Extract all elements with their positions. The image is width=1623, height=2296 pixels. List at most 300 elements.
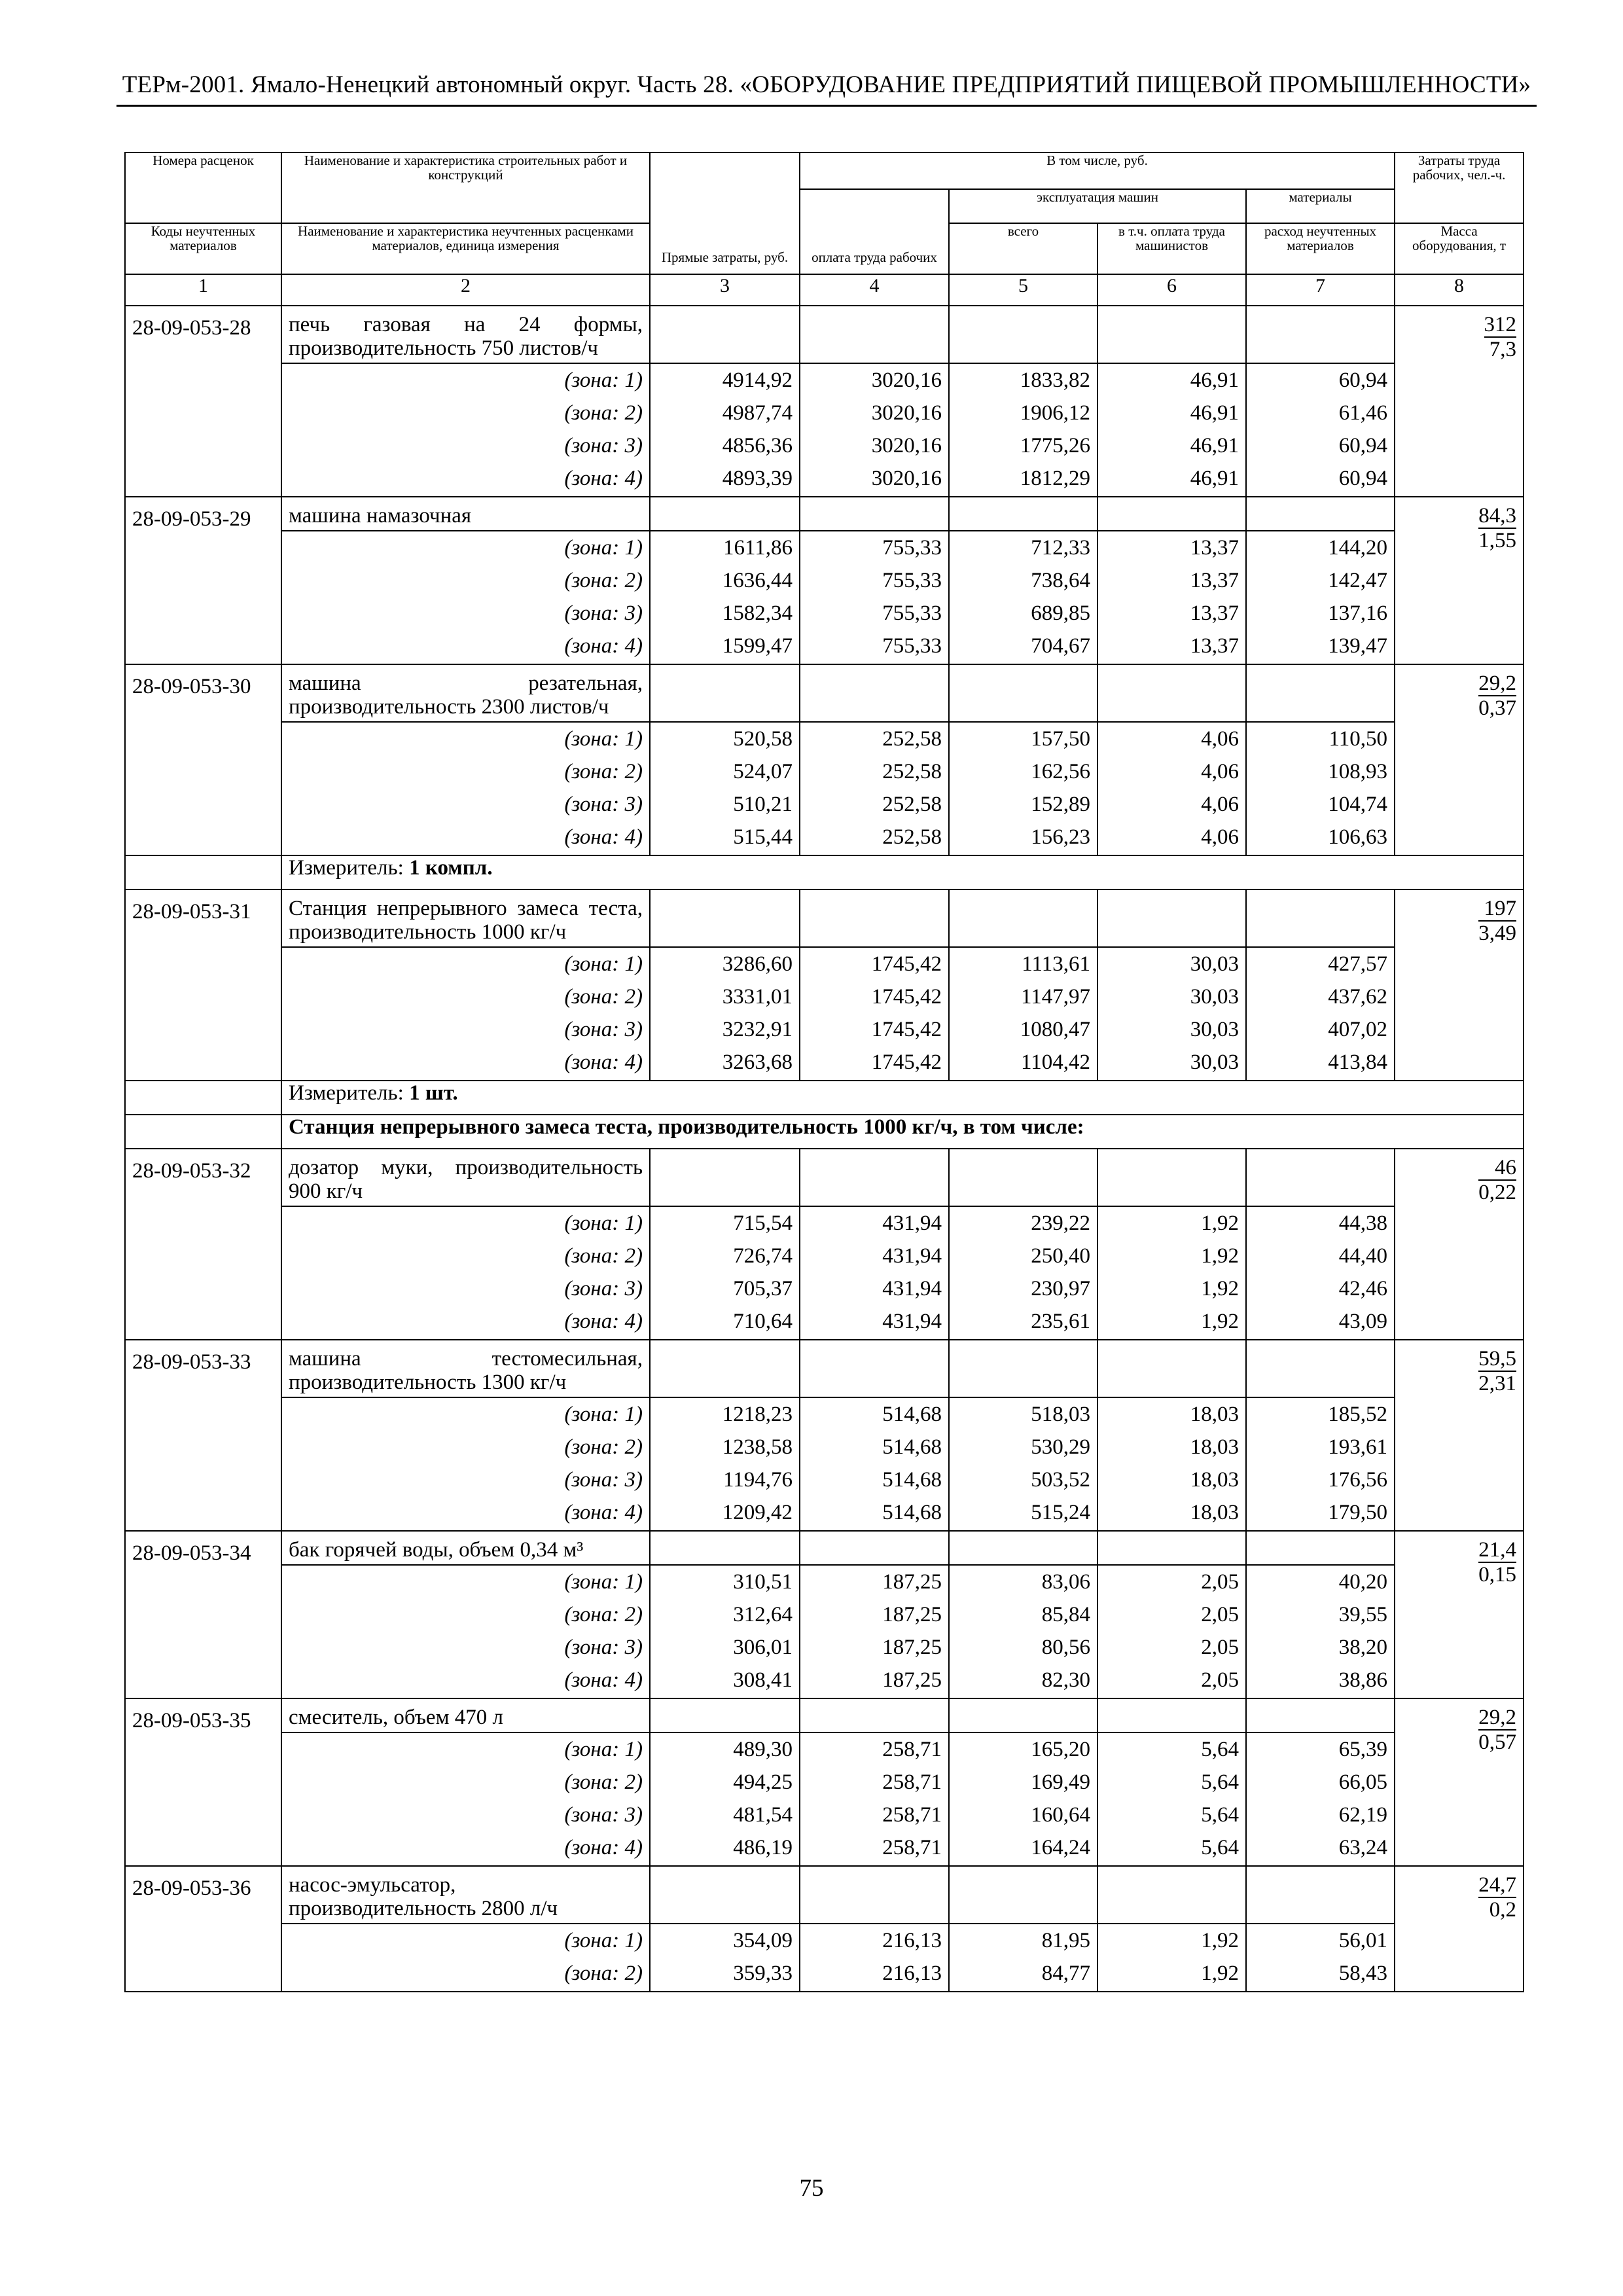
- zone-label: (зона: 3): [564, 1018, 643, 1041]
- direct-cost-value: 312,64: [733, 1603, 793, 1626]
- worker-pay-value: 252,58: [882, 760, 942, 783]
- machine-cost-cell: [949, 1565, 1097, 1698]
- rate-entry-row: [125, 889, 1524, 947]
- zone-label: (зона: 2): [564, 569, 643, 592]
- empty-cell: [1246, 664, 1395, 722]
- zone-values-row: [125, 947, 1524, 1081]
- materials-cost-value: 427,57: [1328, 952, 1388, 976]
- rate-entry-row: [125, 1866, 1524, 1924]
- header-work-name: Наименование и характеристика строительных работ и конструкций: [281, 152, 650, 223]
- equipment-mass: 0,22: [1478, 1181, 1517, 1204]
- labor-hours: 21,4: [1478, 1538, 1517, 1562]
- machinist-pay-value: 30,03: [1190, 952, 1239, 976]
- work-name: бак горячей воды, объем 0,34 м³: [281, 1531, 650, 1565]
- empty-cell: [650, 1531, 800, 1565]
- worker-pay-value: 216,13: [882, 1962, 942, 1985]
- work-name: дозатор муки, производительность 900 кг/ч: [281, 1149, 650, 1206]
- direct-cost-value: 1218,23: [722, 1403, 793, 1426]
- machine-cost-cell: [949, 1206, 1097, 1340]
- materials-cost-value: 66,05: [1338, 1770, 1388, 1794]
- worker-pay-value: 252,58: [882, 727, 942, 751]
- machinist-pay-value: 46,91: [1190, 467, 1239, 490]
- rate-code: 28-09-053-35: [125, 1698, 281, 1866]
- zone-labels: [281, 1206, 650, 1340]
- materials-cost-value: 60,94: [1338, 434, 1388, 457]
- labor-mass-cell: [1395, 1149, 1524, 1340]
- worker-pay-value: 755,33: [882, 569, 942, 592]
- rate-code: 28-09-053-28: [125, 306, 281, 497]
- zone-values-row: [125, 1397, 1524, 1531]
- materials-cost-value: 38,86: [1338, 1668, 1388, 1692]
- header-row-1: [125, 152, 1524, 189]
- machine-cost-value: 1113,61: [1022, 952, 1090, 976]
- direct-cost-value: 4856,36: [722, 434, 793, 457]
- empty-cell: [800, 497, 949, 531]
- work-name: насос-эмульсатор, производительность 2800 л/ч: [281, 1866, 650, 1924]
- materials-cost-value: 60,94: [1338, 467, 1388, 490]
- labor-mass-fraction: [1478, 1156, 1516, 1204]
- worker-pay-value: 258,71: [882, 1836, 942, 1859]
- machinist-pay-cell: [1097, 1565, 1246, 1698]
- machinist-pay-value: 1,92: [1201, 1211, 1239, 1235]
- equipment-mass: 7,3: [1489, 338, 1517, 361]
- materials-cost-value: 108,93: [1328, 760, 1388, 783]
- direct-cost-value: 520,58: [733, 727, 793, 751]
- header-worker-pay: оплата труда рабочих: [800, 189, 949, 274]
- machine-cost-value: 82,30: [1041, 1668, 1090, 1692]
- direct-cost-value: 715,54: [733, 1211, 793, 1235]
- machinist-pay-value: 1,92: [1201, 1929, 1239, 1952]
- materials-cost-value: 39,55: [1338, 1603, 1388, 1626]
- empty-cell: [1246, 1340, 1395, 1397]
- empty-cell: [650, 306, 800, 363]
- direct-cost-value: 1636,44: [722, 569, 793, 592]
- machinist-pay-cell: [1097, 1206, 1246, 1340]
- machine-cost-value: 1906,12: [1020, 401, 1090, 425]
- equipment-mass: 0,57: [1478, 1731, 1517, 1754]
- labor-mass-cell: [1395, 1866, 1524, 1992]
- column-number: 7: [1246, 274, 1395, 306]
- direct-cost-value: 481,54: [733, 1803, 793, 1827]
- empty-cell: [949, 1698, 1097, 1732]
- equipment-mass: 0,2: [1489, 1898, 1517, 1922]
- materials-cost-value: 65,39: [1338, 1738, 1388, 1761]
- labor-mass-fraction: [1484, 313, 1517, 361]
- machine-cost-value: 230,97: [1031, 1277, 1090, 1300]
- zone-label: (зона: 3): [564, 434, 643, 457]
- rate-code: 28-09-053-32: [125, 1149, 281, 1340]
- empty-cell: [1097, 1698, 1246, 1732]
- rate-code: 28-09-053-33: [125, 1340, 281, 1531]
- zone-label: (зона: 4): [564, 1501, 643, 1524]
- machine-cost-cell: [949, 531, 1097, 664]
- worker-pay-value: 3020,16: [871, 368, 942, 392]
- machine-cost-cell: [949, 947, 1097, 1081]
- worker-pay-value: 216,13: [882, 1929, 942, 1952]
- machine-cost-value: 530,29: [1031, 1435, 1090, 1459]
- machine-cost-value: 503,52: [1031, 1468, 1090, 1492]
- machine-cost-value: 1147,97: [1020, 985, 1090, 1009]
- rate-entry-row: [125, 306, 1524, 363]
- materials-cost-value: 176,56: [1328, 1468, 1388, 1492]
- rate-entry-row: [125, 1149, 1524, 1206]
- direct-cost-value: 1209,42: [722, 1501, 793, 1524]
- machine-cost-cell: [949, 1732, 1097, 1866]
- equipment-mass: 2,31: [1478, 1372, 1517, 1395]
- zone-labels: [281, 1565, 650, 1698]
- labor-mass-cell: [1395, 1340, 1524, 1531]
- machine-cost-value: 235,61: [1031, 1310, 1090, 1333]
- empty-cell: [650, 1340, 800, 1397]
- measure-unit: 1 шт.: [409, 1081, 458, 1105]
- direct-cost-cell: [650, 1924, 800, 1992]
- machinist-pay-value: 2,05: [1201, 1603, 1239, 1626]
- zone-label: (зона: 3): [564, 1803, 643, 1827]
- header-total: всего: [949, 223, 1097, 274]
- section-title: Станция непрерывного замеса теста, производительность 1000 кг/ч, в том числе:: [281, 1115, 1524, 1149]
- machine-cost-value: 156,23: [1031, 825, 1090, 849]
- empty-cell: [1097, 306, 1246, 363]
- machinist-pay-value: 4,06: [1201, 825, 1239, 849]
- machine-cost-value: 1080,47: [1020, 1018, 1090, 1041]
- direct-cost-value: 3232,91: [722, 1018, 793, 1041]
- materials-cost-value: 40,20: [1338, 1570, 1388, 1594]
- machinist-pay-cell: [1097, 363, 1246, 497]
- rate-entry-row: [125, 1698, 1524, 1732]
- labor-hours: 59,5: [1478, 1347, 1517, 1371]
- labor-mass-cell: [1395, 664, 1524, 855]
- measure-label: Измеритель:: [289, 1081, 404, 1105]
- rate-code: 28-09-053-34: [125, 1531, 281, 1698]
- measure-label: Измеритель:: [289, 856, 404, 880]
- direct-cost-cell: [650, 1732, 800, 1866]
- column-number: 1: [125, 274, 281, 306]
- machinist-pay-value: 13,37: [1190, 569, 1239, 592]
- zone-label: (зона: 4): [564, 825, 643, 849]
- zone-values-row: [125, 1732, 1524, 1866]
- machinist-pay-value: 2,05: [1201, 1668, 1239, 1692]
- worker-pay-value: 187,25: [882, 1668, 942, 1692]
- machine-cost-value: 164,24: [1031, 1836, 1090, 1859]
- page-number: 75: [799, 2175, 824, 2202]
- machine-cost-value: 80,56: [1041, 1636, 1090, 1659]
- worker-pay-value: 3020,16: [871, 401, 942, 425]
- direct-cost-value: 310,51: [733, 1570, 793, 1594]
- column-number-row: [125, 274, 1524, 306]
- direct-cost-value: 489,30: [733, 1738, 793, 1761]
- worker-pay-cell: [800, 363, 949, 497]
- rate-code: 28-09-053-30: [125, 664, 281, 855]
- worker-pay-value: 258,71: [882, 1770, 942, 1794]
- empty-cell: [949, 1866, 1097, 1924]
- worker-pay-value: 514,68: [882, 1501, 942, 1524]
- rate-entry-row: [125, 497, 1524, 531]
- direct-cost-value: 4914,92: [722, 368, 793, 392]
- empty-cell: [1097, 1149, 1246, 1206]
- machine-cost-value: 160,64: [1031, 1803, 1090, 1827]
- machine-cost-value: 1104,42: [1020, 1050, 1090, 1074]
- labor-hours: 84,3: [1478, 504, 1517, 528]
- empty-cell: [650, 1698, 800, 1732]
- rate-entry-row: [125, 664, 1524, 722]
- empty-cell: [800, 1531, 949, 1565]
- machine-cost-value: 162,56: [1031, 760, 1090, 783]
- machinist-pay-value: 4,06: [1201, 727, 1239, 751]
- machine-cost-cell: [949, 363, 1097, 497]
- machinist-pay-value: 18,03: [1190, 1501, 1239, 1524]
- rate-entry-row: [125, 1340, 1524, 1397]
- worker-pay-value: 1745,42: [871, 1018, 942, 1041]
- worker-pay-cell: [800, 947, 949, 1081]
- machine-cost-value: 81,95: [1041, 1929, 1090, 1952]
- worker-pay-value: 431,94: [882, 1211, 942, 1235]
- materials-cost-value: 38,20: [1338, 1636, 1388, 1659]
- materials-cost-cell: [1246, 1397, 1395, 1531]
- materials-cost-value: 104,74: [1328, 793, 1388, 816]
- header-equipment-mass: Масса оборудования, т: [1395, 223, 1524, 274]
- materials-cost-value: 110,50: [1329, 727, 1388, 751]
- direct-cost-cell: [650, 1206, 800, 1340]
- empty-cell: [650, 497, 800, 531]
- zone-label: (зона: 4): [564, 1050, 643, 1074]
- header-machine-operation: эксплуатация машин: [949, 189, 1246, 223]
- machine-cost-value: 689,85: [1031, 601, 1090, 625]
- worker-pay-cell: [800, 1206, 949, 1340]
- worker-pay-value: 258,71: [882, 1803, 942, 1827]
- labor-hours: 29,2: [1478, 1706, 1517, 1729]
- zone-label: (зона: 4): [564, 467, 643, 490]
- column-number: 3: [650, 274, 800, 306]
- materials-cost-value: 62,19: [1338, 1803, 1388, 1827]
- machinist-pay-value: 18,03: [1190, 1403, 1239, 1426]
- machine-cost-value: 165,20: [1031, 1738, 1090, 1761]
- direct-cost-value: 306,01: [733, 1636, 793, 1659]
- labor-mass-fraction: [1478, 672, 1516, 720]
- zone-label: (зона: 1): [564, 1929, 643, 1952]
- machinist-pay-cell: [1097, 1924, 1246, 1992]
- materials-cost-value: 43,09: [1338, 1310, 1388, 1333]
- empty-cell: [800, 306, 949, 363]
- zone-label: (зона: 1): [564, 727, 643, 751]
- work-name: машина намазочная: [281, 497, 650, 531]
- header-direct-costs: Прямые затраты, руб.: [650, 152, 800, 274]
- direct-cost-value: 3263,68: [722, 1050, 793, 1074]
- zone-label: (зона: 4): [564, 1836, 643, 1859]
- machinist-pay-value: 5,64: [1201, 1770, 1239, 1794]
- zone-label: (зона: 1): [564, 1738, 643, 1761]
- machine-cost-value: 250,40: [1031, 1244, 1090, 1268]
- worker-pay-value: 755,33: [882, 634, 942, 658]
- empty-cell: [1246, 1698, 1395, 1732]
- machinist-pay-cell: [1097, 1732, 1246, 1866]
- empty-cell: [800, 1149, 949, 1206]
- machine-cost-cell: [949, 1397, 1097, 1531]
- materials-cost-cell: [1246, 1206, 1395, 1340]
- labor-mass-cell: [1395, 889, 1524, 1081]
- materials-cost-value: 137,16: [1328, 601, 1388, 625]
- zone-label: (зона: 3): [564, 1277, 643, 1300]
- worker-pay-value: 755,33: [882, 536, 942, 560]
- machine-cost-value: 1775,26: [1020, 434, 1090, 457]
- worker-pay-value: 3020,16: [871, 434, 942, 457]
- labor-hours: 46: [1478, 1156, 1516, 1181]
- machine-cost-value: 84,77: [1041, 1962, 1090, 1985]
- machine-cost-value: 83,06: [1041, 1570, 1090, 1594]
- materials-cost-value: 60,94: [1338, 368, 1388, 392]
- machine-cost-value: 157,50: [1031, 727, 1090, 751]
- direct-cost-value: 4987,74: [722, 401, 793, 425]
- direct-cost-cell: [650, 531, 800, 664]
- machine-cost-value: 518,03: [1031, 1403, 1090, 1426]
- zone-values-row: [125, 1565, 1524, 1698]
- machinist-pay-value: 30,03: [1190, 1050, 1239, 1074]
- machine-cost-cell: [949, 722, 1097, 855]
- rate-code: 28-09-053-29: [125, 497, 281, 664]
- machine-cost-value: 239,22: [1031, 1211, 1090, 1235]
- zone-labels: [281, 722, 650, 855]
- direct-cost-value: 726,74: [733, 1244, 793, 1268]
- zone-label: (зона: 3): [564, 1468, 643, 1492]
- empty-cell: [800, 664, 949, 722]
- zone-label: (зона: 4): [564, 634, 643, 658]
- materials-cost-value: 407,02: [1328, 1018, 1388, 1041]
- header-unaccounted-materials: расход неучтенных материалов: [1246, 223, 1395, 274]
- direct-cost-value: 515,44: [733, 825, 793, 849]
- empty-cell: [650, 889, 800, 947]
- direct-cost-value: 710,64: [733, 1310, 793, 1333]
- zone-label: (зона: 2): [564, 1962, 643, 1985]
- direct-cost-value: 359,33: [733, 1962, 793, 1985]
- header-labor-costs: Затраты труда рабочих, чел.-ч.: [1395, 152, 1524, 223]
- materials-cost-cell: [1246, 947, 1395, 1081]
- direct-cost-cell: [650, 1397, 800, 1531]
- empty-cell: [650, 664, 800, 722]
- empty-cell: [1097, 497, 1246, 531]
- materials-cost-value: 179,50: [1328, 1501, 1388, 1524]
- direct-cost-value: 510,21: [733, 793, 793, 816]
- machinist-pay-value: 30,03: [1190, 985, 1239, 1009]
- labor-mass-fraction: [1478, 1706, 1516, 1754]
- worker-pay-cell: [800, 722, 949, 855]
- machinist-pay-value: 2,05: [1201, 1636, 1239, 1659]
- rate-code: 28-09-053-31: [125, 889, 281, 1081]
- direct-cost-value: 1238,58: [722, 1435, 793, 1459]
- machinist-pay-value: 18,03: [1190, 1435, 1239, 1459]
- worker-pay-value: 1745,42: [871, 952, 942, 976]
- zone-label: (зона: 1): [564, 368, 643, 392]
- direct-cost-cell: [650, 363, 800, 497]
- machinist-pay-value: 1,92: [1201, 1310, 1239, 1333]
- zone-labels: [281, 1397, 650, 1531]
- labor-mass-cell: [1395, 306, 1524, 497]
- empty-cell: [1246, 889, 1395, 947]
- zone-label: (зона: 2): [564, 1770, 643, 1794]
- empty-cell: [1246, 306, 1395, 363]
- materials-cost-value: 44,40: [1338, 1244, 1388, 1268]
- materials-cost-cell: [1246, 1924, 1395, 1992]
- worker-pay-value: 431,94: [882, 1244, 942, 1268]
- direct-cost-value: 486,19: [733, 1836, 793, 1859]
- zone-label: (зона: 3): [564, 1636, 643, 1659]
- empty-cell: [949, 306, 1097, 363]
- materials-cost-value: 63,24: [1338, 1836, 1388, 1859]
- empty-cell: [1246, 497, 1395, 531]
- empty-cell: [1097, 1531, 1246, 1565]
- empty-cell: [1097, 1866, 1246, 1924]
- work-name: печь газовая на 24 формы, производительность 750 листов/ч: [281, 306, 650, 363]
- header-material-name: Наименование и характеристика неучтенных расценками материалов, единица измерения: [281, 223, 650, 274]
- page-header: ТЕРм-2001. Ямало-Ненецкий автономный округ. Часть 28. «ОБОРУДОВАНИЕ ПРЕДПРИЯТИЙ ПИЩЕВОЙ ПРОМЫШЛЕННОСТИ»: [122, 71, 1531, 98]
- labor-mass-fraction: [1478, 1538, 1516, 1587]
- equipment-mass: 0,37: [1478, 696, 1517, 720]
- direct-cost-value: 1611,86: [722, 536, 793, 560]
- materials-cost-value: 44,38: [1338, 1211, 1388, 1235]
- equipment-mass: 3,49: [1478, 922, 1517, 945]
- column-number: 6: [1097, 274, 1246, 306]
- zone-label: (зона: 4): [564, 1310, 643, 1333]
- measure-cell: [281, 1081, 1524, 1115]
- empty-cell: [1097, 889, 1246, 947]
- machine-cost-value: 1812,29: [1020, 467, 1090, 490]
- equipment-mass: 0,15: [1478, 1563, 1517, 1587]
- materials-cost-cell: [1246, 363, 1395, 497]
- work-name: Станция непрерывного замеса теста, производительность 1000 кг/ч: [281, 889, 650, 947]
- measure-unit: 1 компл.: [409, 856, 493, 880]
- worker-pay-value: 1745,42: [871, 1050, 942, 1074]
- machinist-pay-value: 4,06: [1201, 793, 1239, 816]
- machinist-pay-cell: [1097, 1397, 1246, 1531]
- zone-label: (зона: 2): [564, 1603, 643, 1626]
- zone-values-row: [125, 363, 1524, 497]
- zone-label: (зона: 2): [564, 985, 643, 1009]
- worker-pay-value: 431,94: [882, 1310, 942, 1333]
- materials-cost-cell: [1246, 722, 1395, 855]
- machinist-pay-value: 4,06: [1201, 760, 1239, 783]
- direct-cost-value: 494,25: [733, 1770, 793, 1794]
- machinist-pay-value: 13,37: [1190, 601, 1239, 625]
- empty-cell: [949, 664, 1097, 722]
- direct-cost-value: 308,41: [733, 1668, 793, 1692]
- section-row: [125, 1115, 1524, 1149]
- header-rate-numbers: Номера расценок: [125, 152, 281, 223]
- materials-cost-value: 58,43: [1338, 1962, 1388, 1985]
- column-number: 5: [949, 274, 1097, 306]
- direct-cost-value: 705,37: [733, 1277, 793, 1300]
- zone-label: (зона: 4): [564, 1668, 643, 1692]
- labor-mass-cell: [1395, 497, 1524, 664]
- empty-cell: [1097, 1340, 1246, 1397]
- measure-row: [125, 855, 1524, 889]
- column-number: 4: [800, 274, 949, 306]
- header-incl-machinist-pay: в т.ч. оплата труда машинистов: [1097, 223, 1246, 274]
- rate-code: 28-09-053-36: [125, 1866, 281, 1992]
- empty-cell: [125, 1115, 281, 1149]
- zone-label: (зона: 2): [564, 401, 643, 425]
- direct-cost-value: 3286,60: [722, 952, 793, 976]
- materials-cost-cell: [1246, 1565, 1395, 1698]
- materials-cost-value: 413,84: [1328, 1050, 1388, 1074]
- materials-cost-value: 142,47: [1328, 569, 1388, 592]
- machinist-pay-value: 13,37: [1190, 536, 1239, 560]
- equipment-mass: 1,55: [1478, 529, 1517, 552]
- materials-cost-cell: [1246, 1732, 1395, 1866]
- empty-cell: [1246, 1149, 1395, 1206]
- zone-values-row: [125, 1206, 1524, 1340]
- labor-mass-cell: [1395, 1531, 1524, 1698]
- direct-cost-value: 1194,76: [722, 1468, 793, 1492]
- empty-cell: [125, 855, 281, 889]
- worker-pay-value: 514,68: [882, 1403, 942, 1426]
